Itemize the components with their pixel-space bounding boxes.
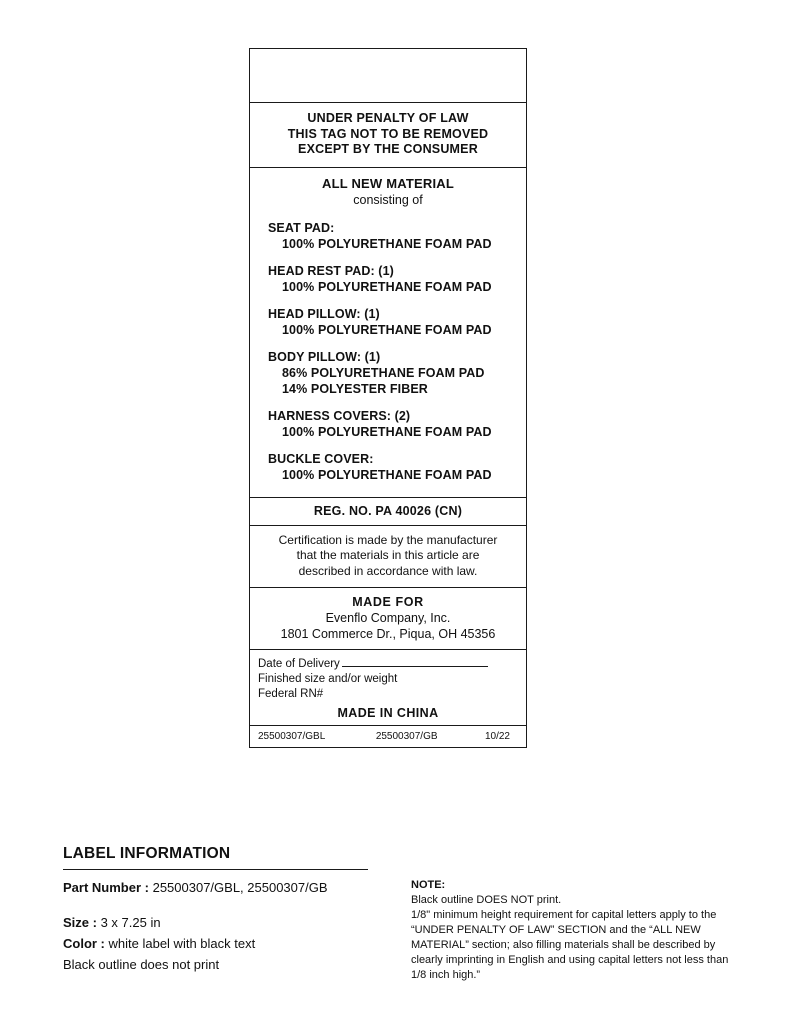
note-title: NOTE: [411, 879, 446, 891]
date-of-delivery-rule [342, 656, 488, 667]
made-for-title: MADE FOR [352, 595, 424, 609]
material-label: SEAT PAD: [268, 220, 335, 235]
material-content-line: 100% POLYURETHANE FOAM PAD [282, 279, 492, 294]
note-line: “UNDER PENALTY OF LAW” SECTION and the “ALL NEW [411, 924, 701, 936]
note-line: MATERIAL” section; also filling materials shall be described by [411, 939, 716, 951]
certification-line-1: Certification is made by the manufacturer [278, 532, 498, 547]
color-label: Color : [63, 936, 105, 951]
federal-rn-label: Federal RN# [258, 688, 324, 700]
made-for-company: Evenflo Company, Inc. [325, 611, 451, 625]
made-for-section [250, 588, 526, 650]
code-left: 25500307/GBL [258, 731, 326, 742]
material-group [256, 306, 520, 338]
outline-note: Black outline does not print [63, 957, 220, 972]
note-line: 1/8 inch high.” [411, 969, 481, 981]
materials-subheading: consisting of [353, 192, 423, 207]
note-line: clearly imprinting in English and using capital letters not less than [411, 954, 729, 966]
part-number-row [63, 878, 383, 897]
note-line: 1/8" minimum height requirement for capital letters apply to the [411, 909, 717, 921]
part-number-value: 25500307/GBL, 25500307/GB [152, 880, 328, 895]
material-content-line: 100% POLYURETHANE FOAM PAD [282, 236, 492, 251]
code-date: 10/22 [484, 731, 510, 742]
material-group [256, 263, 520, 295]
made-in-china: MADE IN CHINA [337, 706, 439, 720]
penalty-line-2: THIS TAG NOT TO BE REMOVED [287, 126, 489, 141]
delivery-section [250, 650, 526, 726]
materials-heading: ALL NEW MATERIAL [322, 175, 454, 191]
material-label: BUCKLE COVER: [268, 451, 374, 466]
label-blank-header [250, 49, 526, 103]
material-content-line: 100% POLYURETHANE FOAM PAD [282, 322, 492, 337]
label-artwork [249, 48, 527, 748]
material-content-line: 14% POLYESTER FIBER [282, 381, 428, 396]
penalty-of-law-section [250, 103, 526, 168]
label-information-title: LABEL INFORMATION [63, 845, 231, 862]
info-spacer [63, 899, 383, 913]
note-line: Black outline DOES NOT print. [411, 894, 562, 906]
color-value: white label with black text [108, 936, 256, 951]
certification-line-2: that the materials in this article are [296, 548, 480, 562]
code-center: 25500307/GB [375, 731, 438, 742]
material-label: HARNESS COVERS: (2) [268, 408, 411, 423]
size-label: Size : [63, 915, 97, 930]
part-number-label: Part Number : [63, 880, 149, 895]
material-label: HEAD REST PAD: (1) [268, 263, 394, 278]
finished-size-label: Finished size and/or weight [258, 673, 398, 685]
date-of-delivery-label: Date of Delivery [258, 658, 340, 670]
date-of-delivery-line [258, 656, 518, 672]
label-information-divider [63, 869, 368, 870]
certification-line-3: described in accordance with law. [298, 563, 478, 578]
size-row [63, 913, 383, 932]
material-content-line: 86% POLYURETHANE FOAM PAD [282, 365, 485, 380]
penalty-line-1: UNDER PENALTY OF LAW [307, 111, 469, 125]
label-information-block [63, 845, 383, 976]
note-block [411, 878, 741, 983]
registration-number: REG. NO. PA 40026 (CN) [250, 498, 526, 526]
material-label: HEAD PILLOW: (1) [268, 306, 380, 321]
color-row [63, 934, 383, 953]
certification-section [250, 526, 526, 589]
label-codes-row [250, 726, 526, 747]
penalty-line-3: EXCEPT BY THE CONSUMER [298, 142, 478, 156]
all-new-material-section [250, 168, 526, 498]
material-group [256, 408, 520, 440]
material-content-line: 100% POLYURETHANE FOAM PAD [282, 467, 492, 482]
material-label: BODY PILLOW: (1) [268, 349, 381, 364]
material-group [256, 220, 520, 252]
size-value: 3 x 7.25 in [100, 915, 161, 930]
made-for-address: 1801 Commerce Dr., Piqua, OH 45356 [280, 627, 496, 641]
material-group [256, 349, 520, 397]
material-group [256, 451, 520, 483]
material-content-line: 100% POLYURETHANE FOAM PAD [282, 424, 492, 439]
